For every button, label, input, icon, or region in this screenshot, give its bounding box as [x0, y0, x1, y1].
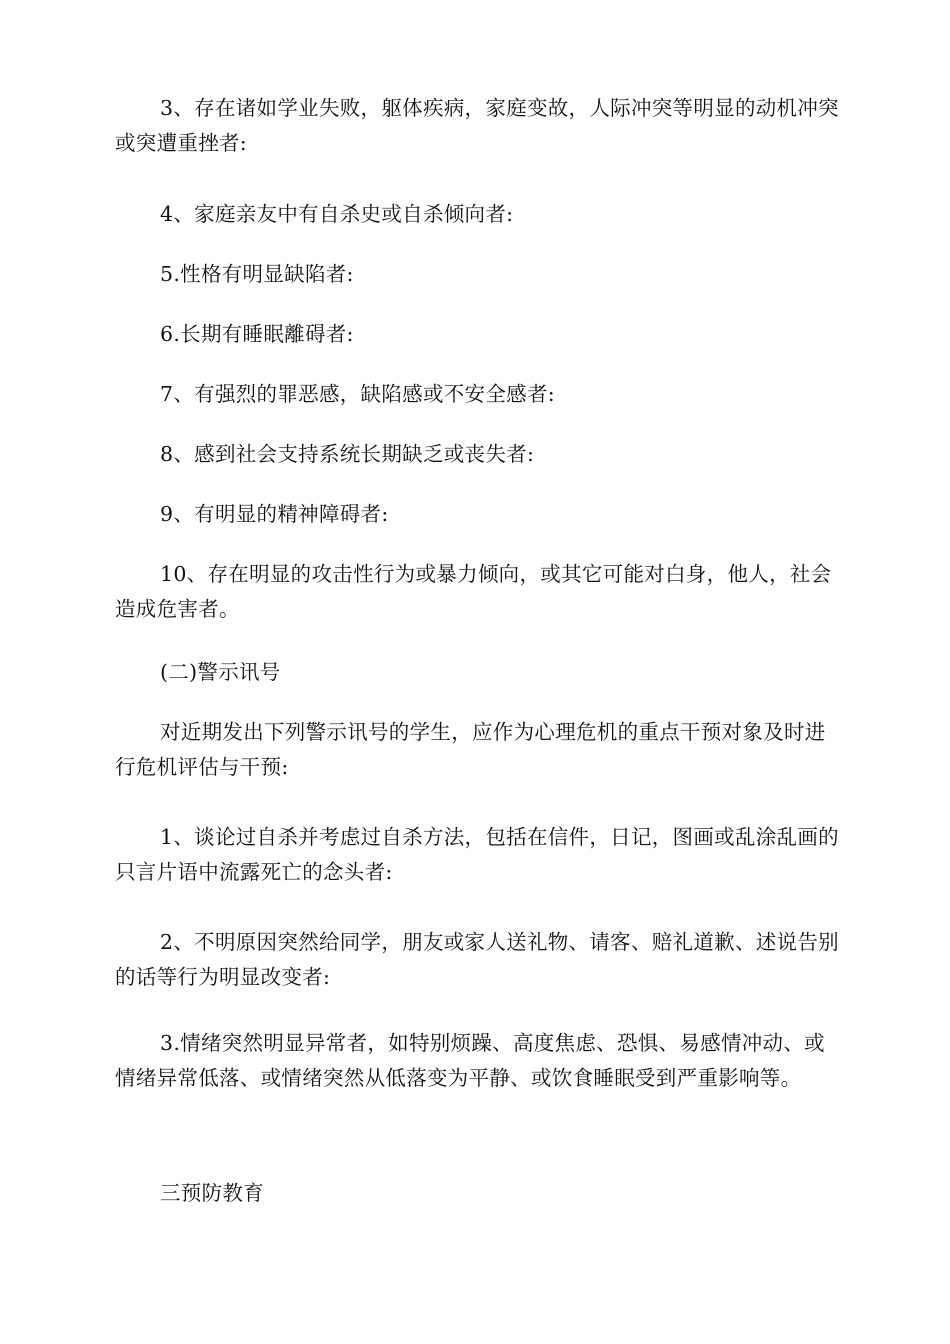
paragraph-intro-warning: 对近期发出下列警示讯号的学生，应作为心理危机的重点干预对象及时进行危机评估与干预:	[115, 720, 826, 779]
paragraph-item-3: 3、存在诸如学业失败，躯体疾病，家庭变故，人际冲突等明显的动机冲突或突遭重挫者:	[115, 96, 839, 155]
paragraph-item-4: 4、家庭亲友中有自杀史或自杀倾向者:	[160, 202, 514, 226]
paragraph-warning-3: 3.情绪突然明显异常者，如特别烦躁、高度焦虑、恐惧、易感情冲动、或情绪异常低落、或情绪突然从低落变为平静、或饮食睡眠受到严重影响等。	[115, 1031, 825, 1090]
paragraph-item-9: 9、有明显的精神障碍者:	[160, 502, 389, 526]
paragraph-item-6: 6.长期有睡眠離碍者:	[160, 322, 354, 346]
paragraph-item-8: 8、感到社会支持系统长期缺乏或丧失者:	[160, 442, 535, 466]
paragraph-warning-1: 1、谈论过自杀并考虑过自杀方法，包括在信件，日记，图画或乱涂乱画的只言片语中流露死亡的念头者:	[115, 825, 839, 884]
paragraph-warning-2: 2、不明原因突然给同学，朋友或家人送礼物、请客、赔礼道歉、述说告别的话等行为明显改变者:	[115, 930, 839, 989]
paragraph-item-5: 5.性格有明显缺陷者:	[160, 262, 354, 286]
section-heading-prevention: 三预防教育	[160, 1181, 264, 1205]
paragraph-item-10: 10、存在明显的攻击性行为或暴力倾向，或其它可能对白身，他人，社会造成危害者。	[115, 562, 832, 621]
paragraph-item-7: 7、有强烈的罪恶感，缺陷感或不安全感者:	[160, 382, 555, 406]
section-heading-warning-signals: (二)警示讯号	[160, 660, 281, 684]
